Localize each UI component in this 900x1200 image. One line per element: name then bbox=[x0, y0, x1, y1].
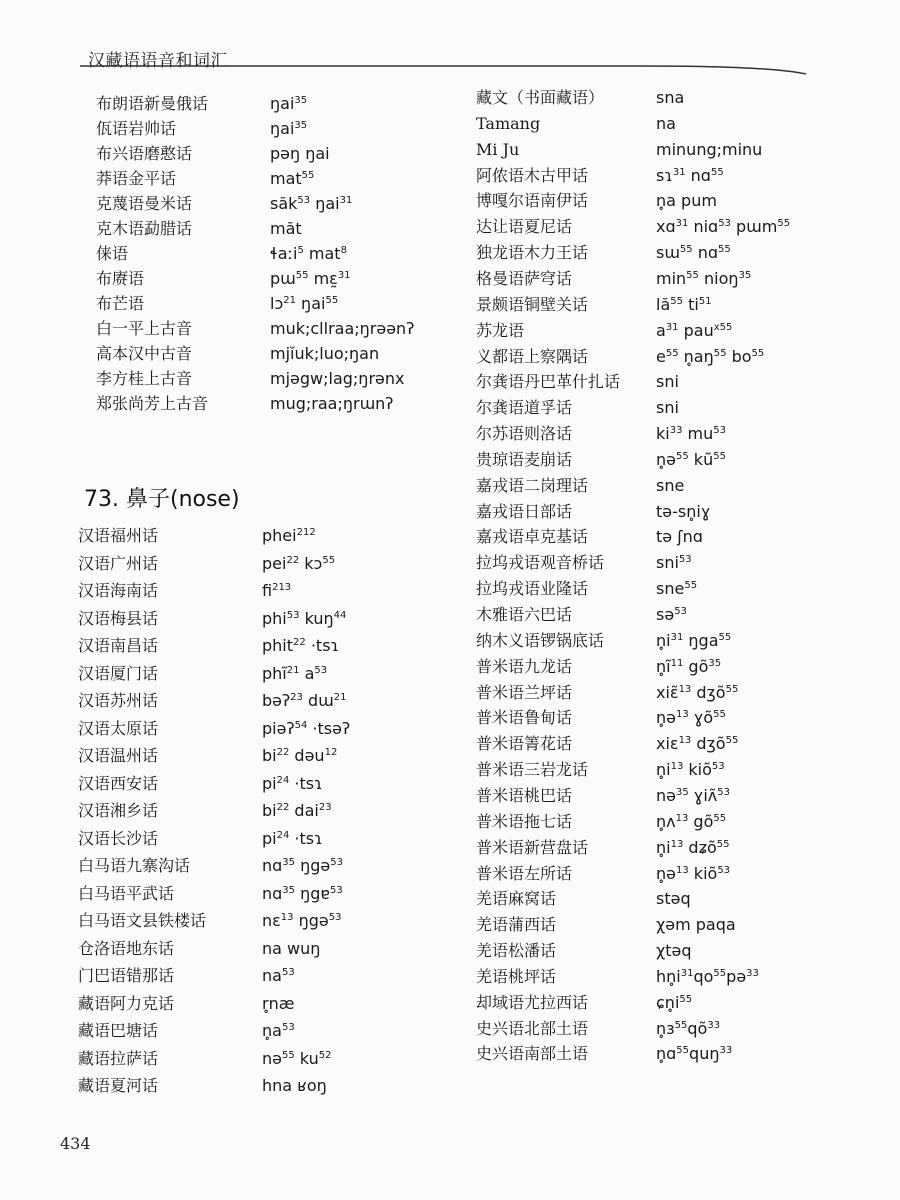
language-name: 克蔑语曼米话 bbox=[96, 194, 193, 213]
language-name: 独龙语木力王话 bbox=[476, 243, 589, 263]
language-name: 汉语苏州话 bbox=[78, 691, 159, 710]
word-form: n̥ə$^{13}$ ɣõ$^{55}$ bbox=[656, 708, 726, 728]
language-name: 布兴语磨憨话 bbox=[96, 144, 193, 163]
word-form: măt bbox=[270, 219, 302, 238]
word-form: phit$^{22}$ ·tsɿ bbox=[262, 636, 340, 655]
language-name: 汉语温州话 bbox=[78, 746, 159, 765]
language-name: 普米语桃巴话 bbox=[476, 785, 573, 805]
language-name: 普米语新营盘话 bbox=[476, 837, 589, 857]
word-form: pei$^{22}$ kɔ$^{55}$ bbox=[262, 553, 336, 573]
word-form: $n̥ĩ^{11}$ $gõ^{35}$ bbox=[656, 656, 722, 676]
word-form: xɑ$^{31}$ niɑ$^{53}$ pɯm$^{55}$ bbox=[656, 217, 791, 237]
word-form: $e^{55}$ $n̥aŋ^{55}$ $bo^{55}$ bbox=[656, 346, 765, 366]
word-form: $na^{53}$ bbox=[262, 966, 295, 985]
language-name: 博嘎尔语南伊话 bbox=[476, 191, 589, 211]
word-form: $n̥i^{13}$ kiõ$^{53}$ bbox=[656, 760, 725, 780]
word-form: mug;raa;ŋrɯnʔ bbox=[270, 394, 394, 413]
language-name: 汉语梅县话 bbox=[78, 608, 159, 628]
word-form: χtəq bbox=[656, 941, 692, 961]
language-name: 拉坞戎语业隆话 bbox=[476, 579, 589, 599]
word-form: sɯ$^{55}$ nɑ$^{55}$ bbox=[656, 243, 731, 263]
word-form: pɯ$^{55}$ mɛ̰$^{31}$ bbox=[270, 269, 351, 288]
language-name: 佤语岩帅话 bbox=[96, 119, 177, 138]
language-name: 汉语湘乡话 bbox=[78, 801, 159, 820]
word-form: $\min^{55}$ nioŋ$^{35}$ bbox=[656, 268, 752, 288]
word-form: nə$^{55}$ $ku^{52}$ bbox=[262, 1048, 332, 1068]
language-name: 藏语夏河话 bbox=[78, 1076, 159, 1095]
language-name: 普米语箐花话 bbox=[476, 734, 573, 754]
word-form: sni bbox=[656, 398, 679, 418]
language-name: 仓洛语地东话 bbox=[78, 938, 175, 958]
language-name: 白马语文县铁楼话 bbox=[78, 911, 207, 930]
language-name: 贵琼语麦崩话 bbox=[476, 449, 573, 469]
word-form: sni bbox=[656, 372, 679, 392]
language-name: 汉语太原话 bbox=[78, 718, 159, 738]
language-name: 纳木义语锣锅底话 bbox=[476, 630, 605, 650]
language-name: 高本汉中古音 bbox=[96, 344, 193, 363]
language-name: 汉语福州话 bbox=[78, 526, 159, 545]
language-name: Tamang bbox=[476, 113, 541, 133]
word-form: $n̥i^{13}$ dʑõ$^{55}$ bbox=[656, 837, 730, 857]
word-form: $lă^{55}$ $ti^{51}$ bbox=[656, 294, 712, 314]
word-form: sne bbox=[656, 475, 685, 495]
word-form: bəʔ$^{23}$ dɯ$^{21}$ bbox=[262, 691, 347, 710]
language-name: 普米语拖七话 bbox=[476, 811, 573, 831]
word-form: r̥næ bbox=[262, 993, 295, 1013]
word-form: $bi^{22}$ dai$^{23}$ bbox=[262, 801, 332, 820]
language-name: 羌语蒲西话 bbox=[476, 915, 557, 935]
word-form: na bbox=[656, 113, 676, 133]
language-name: 普米语鲁甸话 bbox=[476, 708, 573, 728]
language-name: 普米语三岩龙话 bbox=[476, 760, 589, 780]
word-form: n̥ɑ$^{55}$quŋ$^{33}$ bbox=[656, 1044, 733, 1064]
language-name: 阿侬语木古甲话 bbox=[476, 165, 589, 185]
language-name: 布芒语 bbox=[96, 294, 145, 313]
language-name: 白马语平武话 bbox=[78, 883, 175, 903]
language-name: 普米语九龙话 bbox=[476, 656, 573, 676]
language-name: 达让语夏尼话 bbox=[476, 217, 573, 237]
language-name: Mi Ju bbox=[476, 139, 520, 159]
word-form: sne$^{55}$ bbox=[656, 579, 698, 599]
language-name: 史兴语南部土语 bbox=[476, 1044, 589, 1064]
word-form: $hn̥i^{31}qo^{55}pə^{33}$ bbox=[656, 966, 759, 986]
word-form: $n̥ɜ^{55}qõ^{33}$ bbox=[656, 1018, 721, 1038]
language-name: 羌语桃坪话 bbox=[476, 966, 557, 986]
language-name: 义都语上察隅话 bbox=[476, 346, 589, 366]
word-form: n̥ə$^{13}$ kiõ$^{53}$ bbox=[656, 863, 731, 883]
word-form: nɑ$^{35}$ ŋgɐ$^{53}$ bbox=[262, 883, 343, 903]
language-name: 普米语兰坪话 bbox=[476, 682, 573, 702]
word-form: stəq bbox=[656, 889, 691, 909]
word-form: sna bbox=[656, 88, 685, 107]
word-form: xiɛ$^{13}$ dʒõ$^{55}$ bbox=[656, 734, 739, 754]
language-name: 汉语长沙话 bbox=[78, 828, 159, 848]
language-name: 李方桂上古音 bbox=[96, 369, 193, 388]
language-name: 白马语九寨沟话 bbox=[78, 856, 191, 875]
language-name: 藏语拉萨话 bbox=[78, 1048, 159, 1068]
language-name: 俫语 bbox=[96, 244, 129, 263]
language-name: 郑张尚芳上古音 bbox=[96, 394, 209, 413]
language-name: 羌语松潘话 bbox=[476, 941, 557, 961]
language-name: 嘉戎语日部话 bbox=[476, 501, 573, 521]
language-name: 格曼语萨穹话 bbox=[476, 268, 573, 288]
language-name: 布赓语 bbox=[96, 269, 145, 288]
language-name: 却域语尤拉西话 bbox=[476, 992, 589, 1012]
word-form: phi$^{53}$ kuŋ$^{44}$ bbox=[262, 608, 347, 628]
language-name: 白一平上古音 bbox=[96, 319, 193, 338]
language-name: 汉语广州话 bbox=[78, 553, 159, 573]
word-form: n̥ə$^{55}$ $kũ^{55}$ bbox=[656, 449, 726, 469]
word-form: mjəgw;lag;ŋrənx bbox=[270, 369, 405, 388]
word-form: ŋai$^{35}$ bbox=[270, 94, 308, 113]
section-title: 73. 鼻子(nose) bbox=[84, 487, 240, 512]
word-form: phei$^{212}$ bbox=[262, 526, 316, 545]
language-name: 莽语金平话 bbox=[96, 169, 177, 188]
language-name: 拉坞戎语观音桥话 bbox=[476, 553, 605, 573]
word-form: sɿ$^{31}$ nɑ$^{55}$ bbox=[656, 165, 724, 185]
word-form: sə$^{53}$ bbox=[656, 605, 687, 624]
word-form: χəm paqa bbox=[656, 915, 736, 935]
word-form: minung;minu bbox=[656, 139, 763, 159]
word-form: $ɕn̥i^{55}$ bbox=[656, 992, 693, 1012]
language-name: 史兴语北部土语 bbox=[476, 1018, 589, 1038]
word-form: ŋai$^{35}$ bbox=[270, 119, 308, 138]
word-form: piəʔ$^{54}$ ·tsəʔ bbox=[262, 718, 351, 738]
language-name: 尔龚语道孚话 bbox=[476, 398, 573, 418]
language-name: 尔龚语丹巴革什扎话 bbox=[476, 372, 621, 392]
page-number: 434 bbox=[60, 1134, 91, 1153]
word-form: nɛ$^{13}$ ŋgə$^{53}$ bbox=[262, 911, 342, 930]
language-name: 汉语厦门话 bbox=[78, 663, 159, 683]
word-form: nɑ$^{35}$ ŋgə$^{53}$ bbox=[262, 856, 343, 875]
word-form: $ki^{33}$ $mu^{53}$ bbox=[656, 424, 726, 444]
word-form: phĩ$^{21}$ $a^{53}$ bbox=[262, 663, 328, 683]
word-form: muk;cllraa;ŋrəənʔ bbox=[270, 319, 415, 338]
word-form: $pi^{24}$ ·tsɿ bbox=[262, 828, 323, 848]
language-name: 汉语南昌话 bbox=[78, 636, 159, 655]
word-form: $bi^{22}$ dəu$^{12}$ bbox=[262, 746, 338, 765]
language-name: 羌语麻窝话 bbox=[476, 889, 557, 909]
word-form: $fi^{213}$ bbox=[262, 581, 292, 600]
word-form: n̥ʌ$^{13}$ $gõ^{55}$ bbox=[656, 811, 727, 831]
running-head: 汉藏语语音和词汇 bbox=[88, 51, 228, 71]
word-form: pəŋ ŋai bbox=[270, 144, 330, 163]
word-form: tə ʃnɑ bbox=[656, 527, 703, 547]
language-name: 藏语巴塘话 bbox=[78, 1021, 159, 1040]
language-name: 景颇语铜壁关话 bbox=[476, 294, 589, 314]
word-form: na wuŋ bbox=[262, 938, 321, 958]
word-form: mjĭuk;luo;ŋan bbox=[270, 344, 380, 363]
word-form: hna ʁoŋ bbox=[262, 1076, 327, 1095]
word-form: mat$^{55}$ bbox=[270, 169, 315, 188]
language-name: 尔苏语则洛话 bbox=[476, 424, 573, 444]
language-name: 嘉戎语二岗理话 bbox=[476, 475, 589, 495]
word-form: lɔ$^{21}$ ŋai$^{55}$ bbox=[270, 294, 339, 313]
language-name: 藏文（书面藏语） bbox=[476, 88, 605, 107]
word-form: ɬaːi$^5$ mat$^8$ bbox=[270, 244, 347, 263]
word-form: tə-sn̥iɣ bbox=[656, 501, 711, 521]
word-form: sni$^{53}$ bbox=[656, 553, 692, 573]
word-form: $n̥i^{31}$ ŋga$^{55}$ bbox=[656, 630, 732, 650]
language-name: 嘉戎语卓克基话 bbox=[476, 527, 589, 547]
language-name: 汉语海南话 bbox=[78, 581, 159, 600]
word-form: xiɛ̃$^{13}$ dʒõ$^{55}$ bbox=[656, 682, 739, 702]
word-form: săk$^{53}$ ŋai$^{31}$ bbox=[270, 194, 353, 213]
language-name: 普米语左所话 bbox=[476, 863, 573, 883]
language-name: 门巴语错那话 bbox=[78, 966, 175, 985]
language-name: 藏语阿力克话 bbox=[78, 993, 175, 1013]
word-form: $a^{31}$ pau$^{x55}$ bbox=[656, 320, 733, 340]
word-form: nə$^{35}$ ɣiʌ̃$^{53}$ bbox=[656, 785, 730, 805]
word-form: $pi^{24}$ ·tsɿ bbox=[262, 773, 323, 793]
language-name: 布朗语新曼俄话 bbox=[96, 94, 209, 113]
header-rule bbox=[80, 56, 806, 78]
word-form: $n̥a^{53}$ bbox=[262, 1021, 295, 1040]
language-name: 木雅语六巴话 bbox=[476, 605, 573, 624]
language-name: 苏龙语 bbox=[476, 320, 525, 340]
language-name: 克木语勐腊话 bbox=[96, 219, 193, 238]
language-name: 汉语西安话 bbox=[78, 773, 159, 793]
word-form: n̥a pum bbox=[656, 191, 717, 211]
